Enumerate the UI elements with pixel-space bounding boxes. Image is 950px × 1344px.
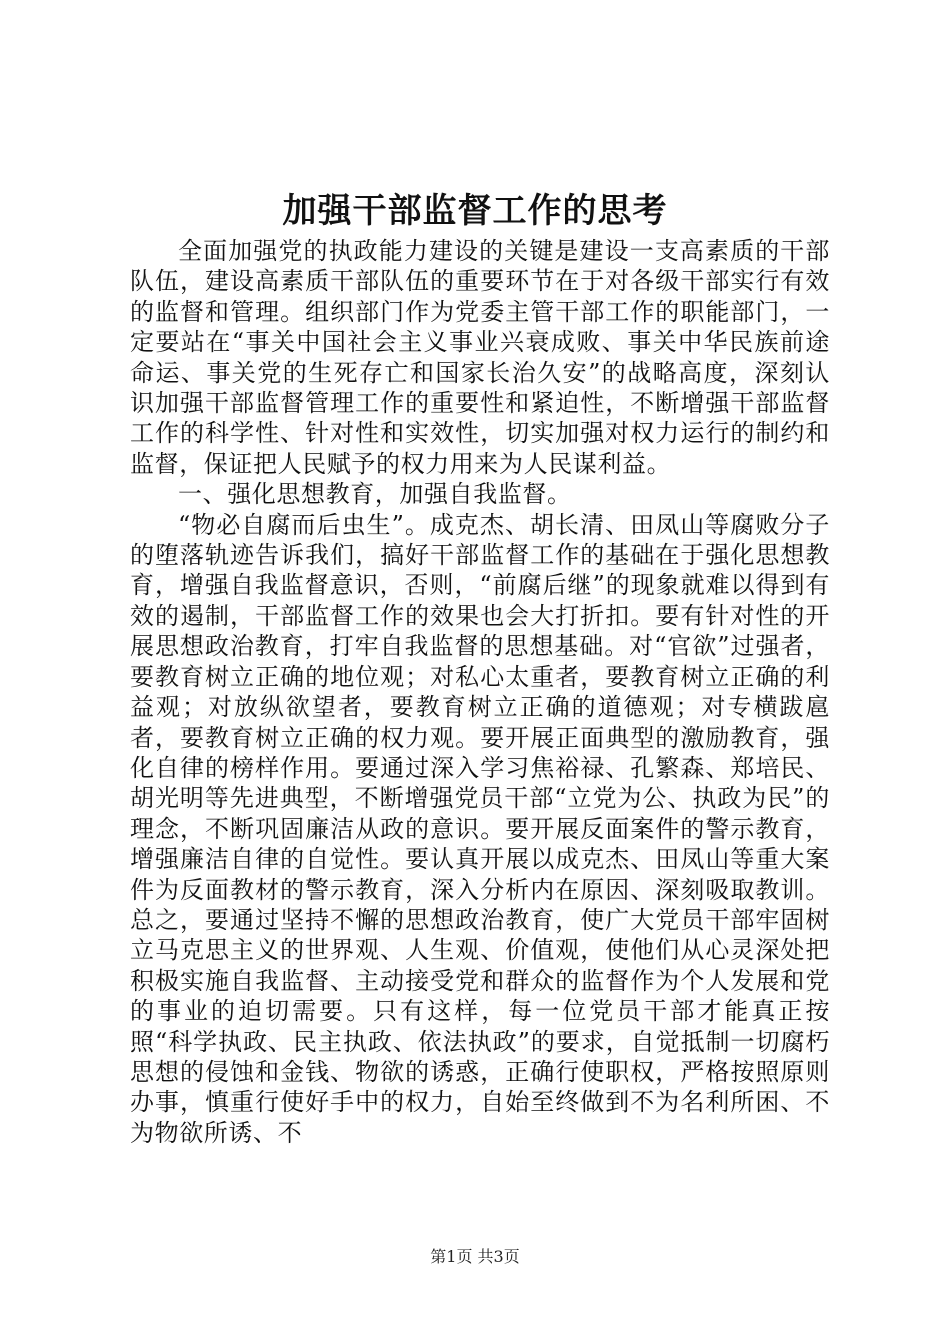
document-title: 加强干部监督工作的思考 bbox=[282, 191, 668, 231]
document-body bbox=[130, 236, 830, 1148]
page-number-footer: 第1页 共3页 bbox=[430, 1247, 520, 1266]
paragraph-intro: 全面加强党的执政能力建设的关键是建设一支高素质的干部队伍，建设高素质干部队伍的重要环节在于对各级干部实行有效的监督和管理。组织部门作为党委主管干部工作的职能部门，一定要站在“事关中国社会主义事业兴衰成败、事关中华民族前途命运、事关党的生死存亡和国家长治久安”的战略高度，深刻认识加强干部监督管理工作的重要性和紧迫性，不断增强干部监督工作的科学性、针对性和实效性，切实加强对权力运行的制约和监督，保证把人民赋予的权力用来为人民谋利益。 bbox=[130, 237, 830, 478]
paragraph-section-one: “物必自腐而后虫生”。成克杰、胡长清、田凤山等腐败分子的堕落轨迹告诉我们，搞好干部监督工作的基础在于强化思想教育，增强自我监督意识，否则，“前腐后继”的现象就难以得到有效的遏制，干部监督工作的效果也会大打折扣。要有针对性的开展思想政治教育，打牢自我监督的思想基础。对“官欲”过强者，要教育树立正确的地位观；对私心太重者，要教育树立正确的利益观；对放纵欲望者，要教育树立正确的道德观；对专横跋扈者，要教育树立正确的权力观。要开展正面典型的激励教育，强化自律的榜样作用。要通过深入学习焦裕禄、孔繁森、郑培民、胡光明等先进典型，不断增强党员干部“立党为公、执政为民”的理念，不断巩固廉洁从政的意识。要开展反面案件的警示教育，增强廉洁自律的自觉性。要认真开展以成克杰、田凤山等重大案件为反面教材的警示教育，深入分析内在原因、深刻吸取教训。总之，要通过坚持不懈的思想政治教育，使广大党员干部牢固树立马克思主义的世界观、人生观、价值观，使他们从心灵深处把积极实施自我监督、主动接受党和群众的监督作为个人发展和党的事业的迫切需要。只有这样，每一位党员干部才能真正按照“科学执政、民主执政、依法执政”的要求，自觉抵制一切腐朽思想的侵蚀和金钱、物欲的诱惑，正确行使职权，严格按照原则办事，慎重行使好手中的权力，自始至终做到不为名利所困、不为物欲所诱、不 bbox=[130, 510, 830, 1147]
section-heading: 一、强化思想教育，加强自我监督。 bbox=[178, 480, 572, 509]
